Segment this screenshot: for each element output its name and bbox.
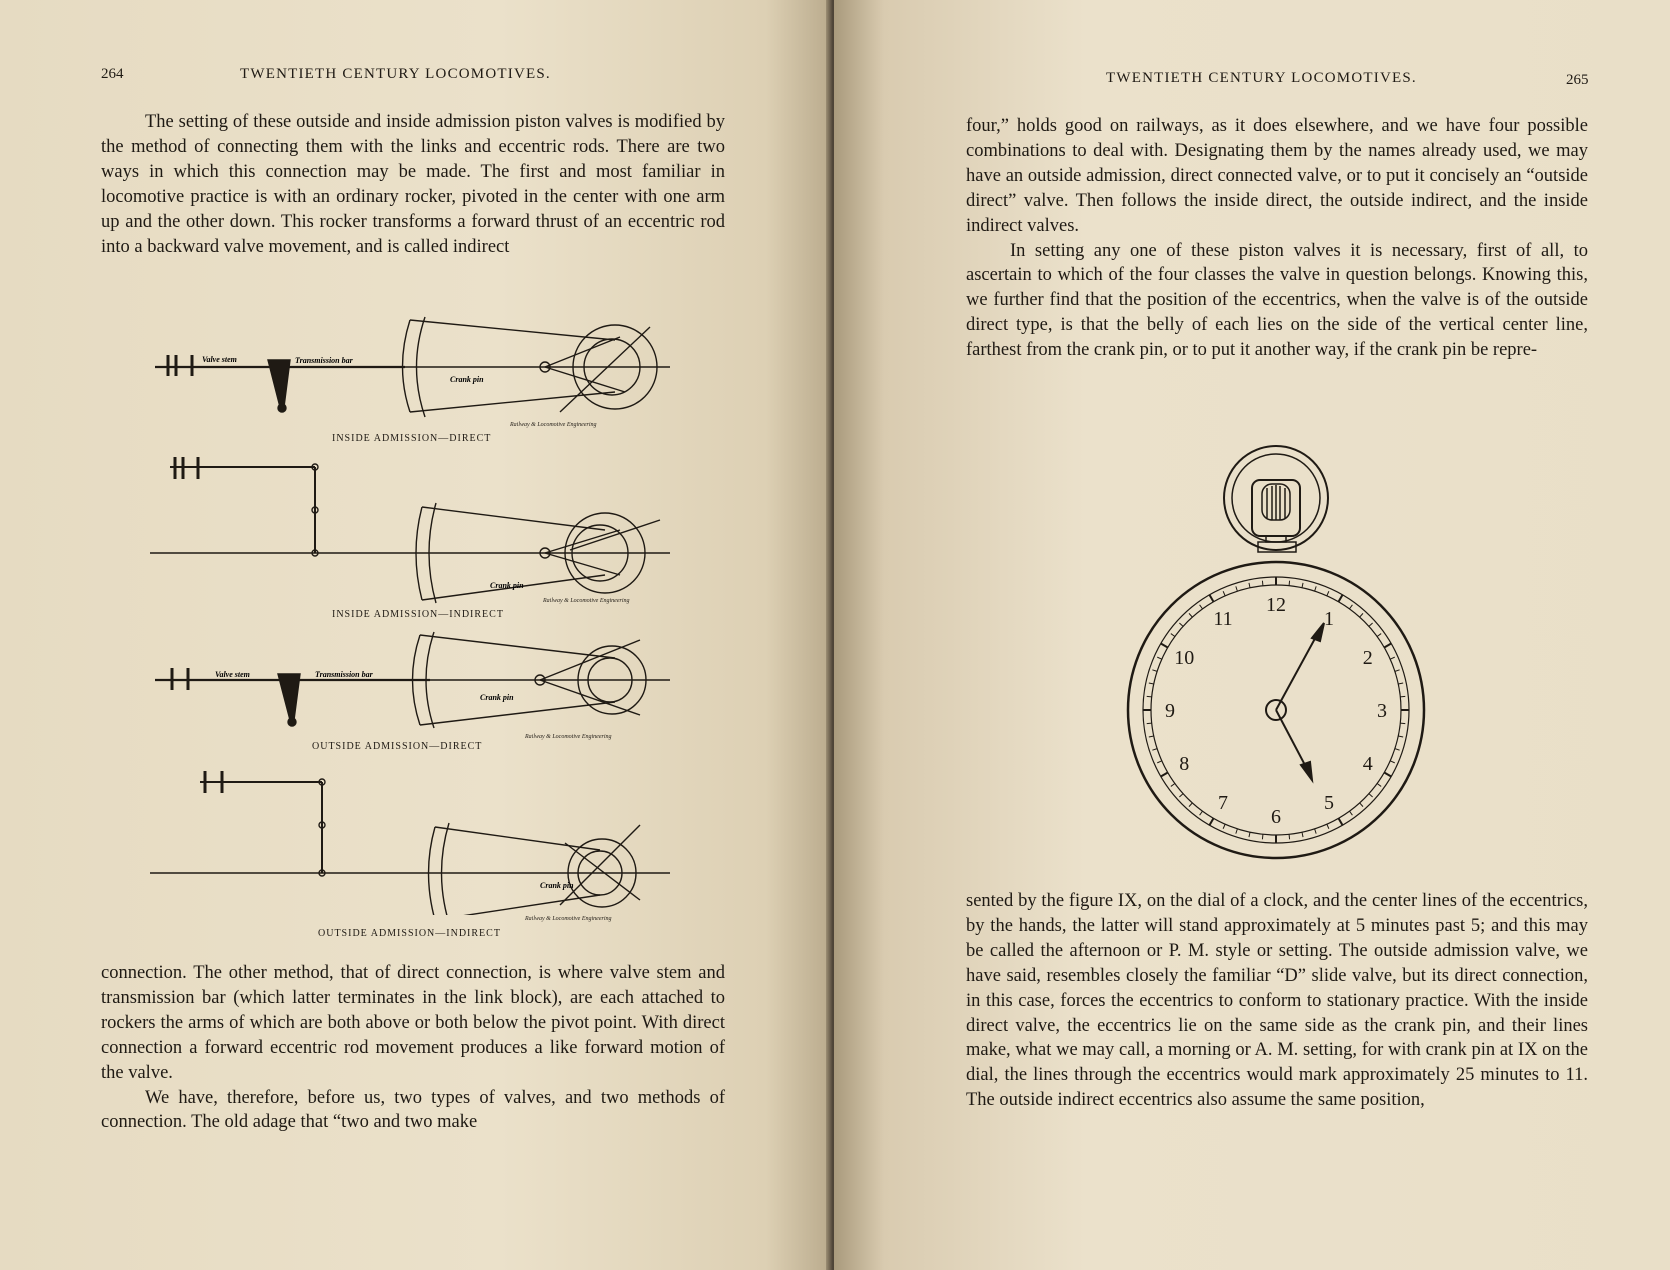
clock-tick (1161, 773, 1168, 777)
fig3-valve-stem-label: Valve stem (215, 670, 250, 679)
left-page (0, 0, 832, 1270)
right-paragraph-2: In setting any one of these piston valves it is necessary, first of all, to ascertain to which of the four classes the valve in question belongs. Knowing this, we further find that the position of the eccentrics, when the valve is of the outside direct type, is that the belly of each lies on the side of the vertical center line, farthest from the crank pin, or to put it another way, if the crank pin be repre- (966, 240, 1588, 361)
clock-tick (1152, 749, 1157, 751)
fig2-caption: INSIDE ADMISSION—INDIRECT (332, 609, 504, 620)
left-paragraph-2: connection. The other method, that of direct connection, is where valve stem and transmission bar (which latter terminates in the link block), are each attached to rockers the arms of which are both above or both below the pivot point. With direct connection a forward eccentric rod movement produces a like forward motion of the valve. (101, 963, 725, 1083)
clock-tick (1179, 623, 1183, 626)
clock-tick (1339, 595, 1343, 602)
left-paragraph-3: We have, therefore, before us, two types of valves, and two methods of connection. The old adage that “two and two make (101, 1087, 725, 1133)
clock-tick (1200, 605, 1203, 609)
clock-tick (1384, 773, 1391, 777)
clock-tick (1223, 824, 1225, 829)
clock-numeral-10: 10 (1174, 647, 1195, 669)
clock-hand-minute-tip (1312, 623, 1324, 641)
page-number-left: 264 (101, 66, 124, 82)
left-text-top (101, 110, 725, 259)
clock-tick (1384, 644, 1391, 648)
clock-tick (1210, 818, 1214, 825)
clock-tick (1157, 761, 1162, 763)
clock-hand-hour-tip (1301, 762, 1312, 780)
clock-numeral-3: 3 (1377, 700, 1387, 722)
clock-tick (1157, 657, 1162, 659)
fig3-crank-pin-label: Crank pin (480, 693, 514, 702)
clock-tick (1395, 749, 1400, 751)
clock-tick (1152, 670, 1157, 672)
clock-tick (1289, 581, 1290, 586)
clock-tick (1360, 613, 1363, 617)
clock-tick (1262, 581, 1263, 586)
clock-tick (1179, 794, 1183, 797)
clock-numeral-9: 9 (1165, 700, 1175, 722)
clock-numeral-1: 1 (1324, 608, 1334, 631)
clock-tick (1369, 794, 1373, 797)
clock-tick (1315, 586, 1317, 591)
left-paragraph-1: The setting of these outside and inside admission piston valves is modified by the method of connecting them with the links and eccentric rods. There are two ways in which this connection may be made. The first and most familiar in locomotive practice is with an ordinary rocker, pivoted in the center with one arm up and the other down. This rocker transforms a forward thrust of an eccentric rod into a backward valve movement, and is called indirect (101, 112, 725, 257)
clock-tick (1377, 783, 1381, 786)
clock-tick (1349, 811, 1352, 815)
clock-tick (1171, 783, 1175, 786)
clock-tick (1400, 696, 1405, 697)
clock-tick (1262, 834, 1263, 839)
clock-numeral-7: 7 (1218, 791, 1228, 814)
right-page (834, 0, 1670, 1270)
clock-tick (1395, 670, 1400, 672)
clock-numeral-4: 4 (1362, 753, 1373, 775)
clock-numeral-8: 8 (1179, 753, 1190, 775)
clock-tick (1223, 591, 1225, 596)
clock-tick (1360, 803, 1363, 807)
clock-tick (1327, 824, 1329, 829)
clock-tick (1161, 644, 1168, 648)
figure-outside-direct (150, 630, 670, 740)
fig4-credit: Railway & Locomotive Engineering (525, 916, 612, 922)
clock-tick (1400, 723, 1405, 724)
fig4-crank-pin-label: Crank pin (540, 881, 574, 890)
clock-tick (1349, 605, 1352, 609)
clock-numeral-11: 11 (1213, 608, 1233, 631)
clock-tick (1289, 834, 1290, 839)
clock-figure (1124, 440, 1434, 865)
right-text-top (966, 114, 1588, 363)
clock-hand-minute (1276, 633, 1318, 710)
clock-tick (1369, 623, 1373, 626)
clock-tick (1398, 683, 1403, 684)
fig2-credit: Railway & Locomotive Engineering (543, 598, 630, 604)
clock-tick (1302, 583, 1303, 588)
clock-tick (1200, 811, 1203, 815)
clock-tick (1149, 736, 1154, 737)
clock-tick (1249, 832, 1250, 837)
fig1-transmission-bar-label: Transmission bar (295, 356, 353, 365)
clock-numeral-5: 5 (1324, 791, 1334, 814)
clock-tick (1189, 613, 1192, 617)
clock-numeral-6: 6 (1271, 806, 1281, 828)
clock-tick (1147, 723, 1152, 724)
right-paragraph-1: four,” holds good on railways, as it does elsewhere, and we have four possible combinations to deal with. Designating them by the names already used, we may have an outside admission, direct connected valve, or to put it concisely an “outside direct” valve. Then follows the inside direct, the outside indirect, and the inside indirect valves. (966, 116, 1588, 236)
fig1-valve-stem-label: Valve stem (202, 355, 237, 364)
clock-tick (1302, 832, 1303, 837)
figure-inside-indirect (150, 455, 670, 605)
fig3-transmission-bar-label: Transmission bar (315, 670, 373, 679)
fig2-crank-pin-label: Crank pin (490, 581, 524, 590)
clock-tick (1398, 736, 1403, 737)
figure-outside-indirect (150, 765, 670, 915)
fig3-caption: OUTSIDE ADMISSION—DIRECT (312, 741, 483, 752)
fig1-caption: INSIDE ADMISSION—DIRECT (332, 433, 492, 444)
clock-tick (1236, 586, 1238, 591)
fig3-credit: Railway & Locomotive Engineering (525, 734, 612, 740)
clock-tick (1249, 583, 1250, 588)
running-head-right: TWENTIETH CENTURY LOCOMOTIVES. (1106, 70, 1417, 86)
right-text-bottom (966, 889, 1588, 1113)
fig4-caption: OUTSIDE ADMISSION—INDIRECT (318, 928, 501, 939)
running-head-left: TWENTIETH CENTURY LOCOMOTIVES. (240, 66, 551, 82)
clock-tick (1210, 595, 1214, 602)
clock-numeral-2: 2 (1362, 647, 1373, 669)
clock-tick (1377, 634, 1381, 637)
right-paragraph-3: sented by the figure IX, on the dial of a clock, and the center lines of the eccentrics, by the hands, the latter will stand approximately at 5 minutes past 5; and this may be called the afternoon or P. M. style or setting. The outside admission valve, we have said, resembles closely the familiar “D” slide valve, but its direct connection, in this case, forces the eccentrics to conform to stationary practice. With the inside direct valve, the eccentrics lie on the same side as the crank pin, and their lines make, what we may call, a morning or A. M. setting, for with crank pin at IX on the dial, the lines through the eccentrics would mark approximately 25 minutes to 11. The outside indirect eccentrics also assume the same position, (966, 891, 1588, 1111)
left-text-bottom (101, 961, 725, 1135)
clock-tick (1171, 634, 1175, 637)
clock-hand-hour (1276, 710, 1306, 767)
clock-tick (1339, 818, 1343, 825)
clock-tick (1327, 591, 1329, 596)
clock-tick (1189, 803, 1192, 807)
clock-tick (1390, 761, 1395, 763)
clock-tick (1147, 696, 1152, 697)
page-number-right: 265 (1566, 72, 1589, 88)
clock-tick (1236, 829, 1238, 834)
fig1-crank-pin-label: Crank pin (450, 375, 484, 384)
fig1-credit: Railway & Locomotive Engineering (510, 422, 597, 428)
clock-tick (1390, 657, 1395, 659)
clock-numeral-12: 12 (1266, 594, 1286, 616)
clock-tick (1315, 829, 1317, 834)
clock-tick (1149, 683, 1154, 684)
